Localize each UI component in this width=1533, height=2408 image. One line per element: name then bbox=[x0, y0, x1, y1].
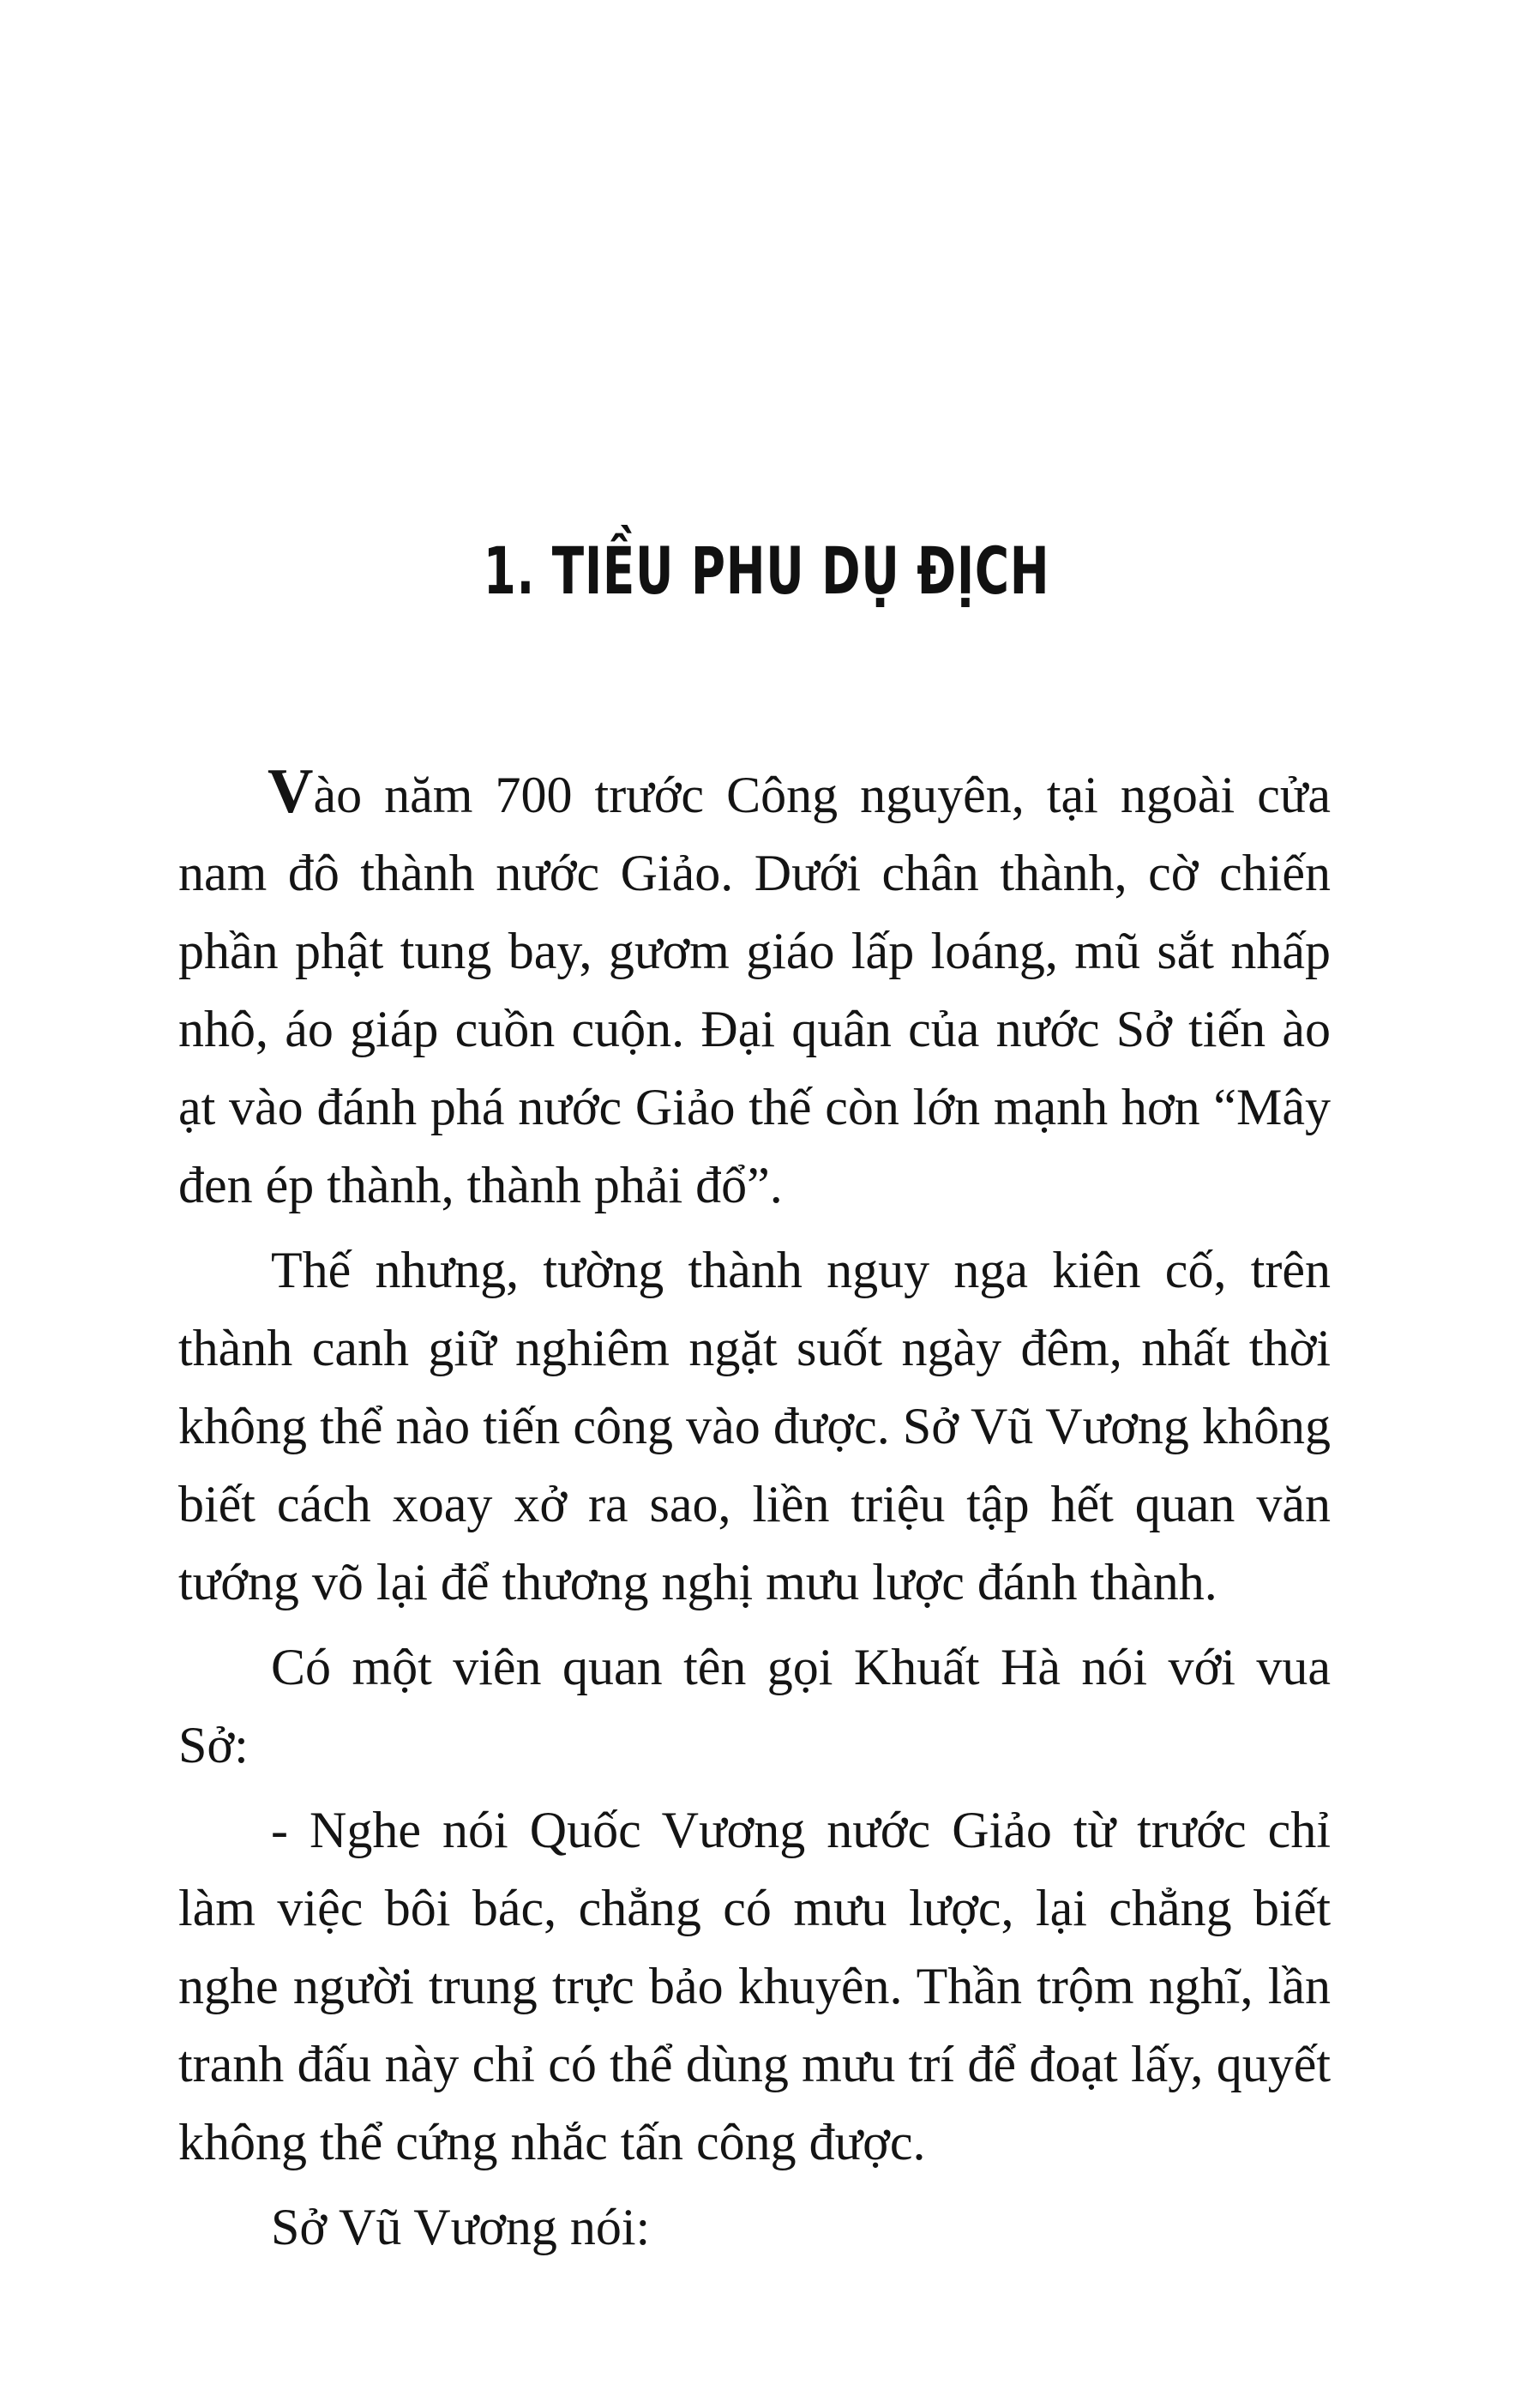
chapter-body bbox=[178, 753, 1331, 2273]
chapter-title: 1. TIỀU PHU DỤ ĐỊCH bbox=[483, 533, 1050, 609]
paragraph-5: Sở Vũ Vương nói: bbox=[271, 2199, 651, 2255]
drop-cap: V bbox=[268, 756, 314, 827]
paragraph-3: Có một viên quan tên gọi Khuất Hà nói với vua Sở: bbox=[178, 1639, 1331, 1773]
paragraph-1 bbox=[178, 753, 1331, 1225]
paragraph-4: - Nghe nói Quốc Vương nước Giảo từ trước chỉ làm việc bôi bác, chẳng có mưu lược, lại chẳng biết nghe người trung trực bảo khuyên. Thần trộm nghĩ, lần tranh đấu này chỉ có thể dùng mưu trí để đoạt lấy, quyết không thể cứng nhắc tấn công được. bbox=[178, 1802, 1331, 2170]
paragraph-1-text: ào năm 700 trước Công nguyên, tại ngoài cửa nam đô thành nước Giảo. Dưới chân thành, cờ chiến phần phật tung bay, gươm giáo lấp loáng, mũ sắt nhấp nhô, áo giáp cuồn cuộn. Đại quân của nước Sở tiến ào ạt vào đánh phá nước Giảo thế còn lớn mạnh hơn “Mây đen ép thành, thành phải đổ”. bbox=[178, 767, 1331, 1213]
paragraph-2: Thế nhưng, tường thành nguy nga kiên cố, trên thành canh giữ nghiêm ngặt suốt ngày đêm, nhất thời không thể nào tiến công vào được. Sở Vũ Vương không biết cách xoay xở ra sao, liền triệu tập hết quan văn tướng võ lại để thương nghị mưu lược đánh thành. bbox=[178, 1242, 1331, 1610]
